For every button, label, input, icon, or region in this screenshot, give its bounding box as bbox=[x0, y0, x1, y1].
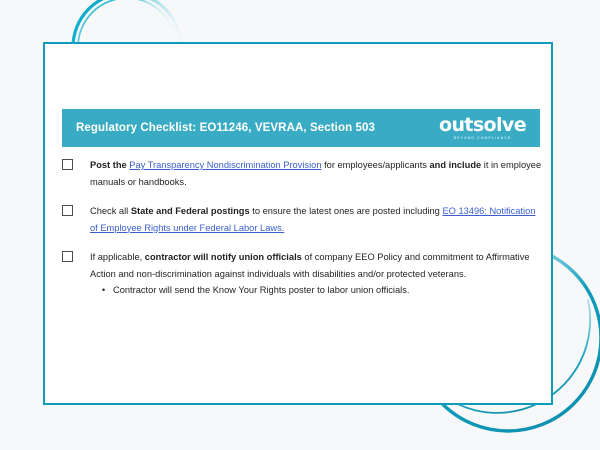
body-text: for employees/applicants bbox=[321, 160, 430, 170]
body-text: of company EEO Policy and commitment to Affirmative Action and non-discrimination against individuals with disabilities and/or protected veterans. bbox=[90, 252, 530, 279]
page-title: Regulatory Checklist: EO11246, VEVRAA, Section 503 bbox=[76, 122, 376, 134]
checkbox-1[interactable] bbox=[62, 159, 73, 170]
logo-tagline: BEYOND COMPLIANCE bbox=[453, 135, 512, 140]
checkbox-3[interactable] bbox=[62, 251, 73, 262]
checklist-sub-item: • Contractor will send the Know Your Rights poster to labor union officials. bbox=[113, 282, 542, 299]
checklist-item bbox=[62, 249, 542, 299]
emphasis-text: State and Federal postings bbox=[130, 206, 250, 217]
regulation-link[interactable]: EO 13496: Notification of Employee Rights under Federal Labor Laws. bbox=[90, 206, 536, 233]
checklist-item-text bbox=[90, 203, 542, 236]
body-text: If applicable, bbox=[90, 252, 145, 263]
checklist-item-text bbox=[90, 249, 542, 299]
checklist-sub-list bbox=[90, 282, 542, 299]
emphasis-text: and include bbox=[429, 160, 482, 170]
logo-wordmark: outsolve bbox=[438, 113, 526, 136]
emphasis-text: contractor will notify union officials bbox=[144, 252, 302, 263]
emphasis-text: Post the bbox=[90, 160, 130, 170]
regulatory-checklist bbox=[62, 157, 542, 312]
body-text: it in employee manuals or handbooks. bbox=[90, 160, 542, 187]
body-text: Check all bbox=[90, 206, 131, 217]
body-text: to ensure the latest ones are posted including bbox=[249, 206, 443, 217]
checklist-item bbox=[62, 203, 542, 236]
checklist-item-text bbox=[90, 157, 542, 190]
checklist-item bbox=[62, 157, 542, 190]
checkbox-2[interactable] bbox=[62, 205, 73, 216]
checklist-card bbox=[43, 42, 553, 405]
regulation-link[interactable]: Pay Transparency Nondiscrimination Provision bbox=[129, 160, 322, 170]
card-header-bar bbox=[62, 109, 540, 147]
outsolve-logo bbox=[438, 113, 528, 140]
